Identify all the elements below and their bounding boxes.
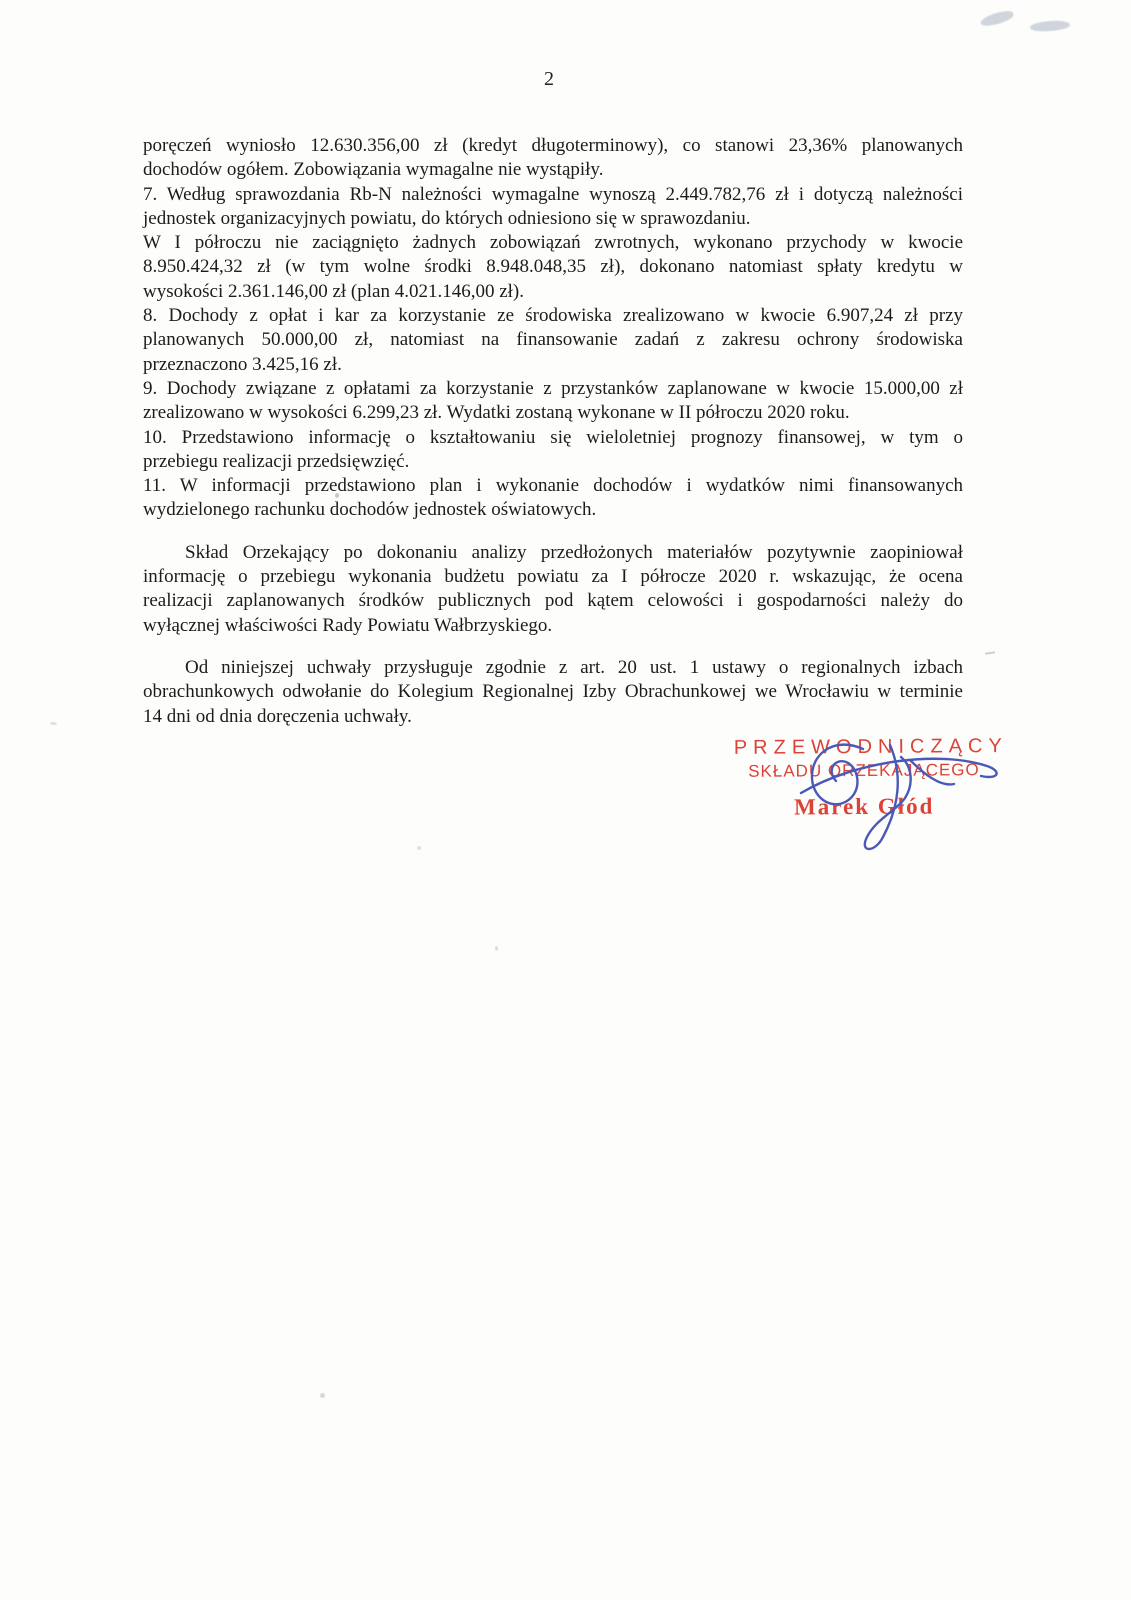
body-text [143,134,963,729]
text-line: informację o przebiegu wykonania budżetu powiatu za I półrocze 2020 r. wskazując, że ocena [143,566,963,588]
paragraph [143,134,963,183]
text-line: 8.950.424,32 zł (w tym wolne środki 8.948.048,35 zł), dokonano natomiast spłaty kredytu w [143,256,963,278]
text-line: 9. Dochody związane z opłatami za korzystanie z przystanków zaplanowane w kwocie 15.000,00 zł [143,377,963,399]
text-line: wysokości 2.361.146,00 zł (plan 4.021.146,00 zł). [143,280,525,302]
text-line: poręczeń wyniosło 12.630.356,00 zł (kredyt długoterminowy), co stanowi 23,36% planowanych [143,135,963,156]
text-line: 8. Dochody z opłat i kar za korzystanie ze środowiska zrealizowano w kwocie 6.907,24 zł przy [143,305,963,327]
paragraph [143,231,963,304]
text-line: Skład Orzekający po dokonaniu analizy przedłożonych materiałów pozytywnie zaopiniował [185,541,963,563]
text-line: W I półroczu nie zaciągnięto żadnych zobowiązań zwrotnych, wykonano przychody w kwocie [143,232,963,254]
scan-speck [417,846,421,850]
committee-stamp [733,734,1008,821]
stamp-title-line2: SKŁADU ORZEKAJĄCEGO [748,760,980,781]
scan-smudge [979,9,1015,28]
text-line: 10. Przedstawiono informację o kształtowaniu się wieloletniej prognozy finansowej, w tym o [143,426,963,448]
text-line: wydzielonego rachunku dochodów jednostek oświatowych. [143,499,597,521]
paragraph [143,426,963,475]
text-line: obrachunkowych odwołanie do Kolegium Regionalnej Izby Obrachunkowej we Wrocławiu w terminie [143,681,963,703]
text-line: realizacji zaplanowanych środków publicznych pod kątem celowości i gospodarności należy do [143,590,963,612]
paragraph [143,656,963,729]
scan-speck [50,722,57,725]
page-number: 2 [544,68,554,90]
text-line: przeznaczono 3.425,16 zł. [143,353,342,375]
paragraph [143,377,963,426]
paragraph [143,474,963,523]
scan-smudge [1030,19,1071,33]
text-line: 7. Według sprawozdania Rb-N należności wymagalne wynoszą 2.449.782,76 zł i dotyczą należności [143,183,963,205]
scan-speck [320,1393,325,1398]
paragraph [143,183,963,232]
scan-dash [985,651,995,654]
text-line: 14 dni od dnia doręczenia uchwały. [143,705,412,727]
text-line: jednostek organizacyjnych powiatu, do których odniesiono się w sprawozdaniu. [143,207,751,229]
text-line: dochodów ogółem. Zobowiązania wymagalne nie wystąpiły. [143,159,604,181]
text-line: zrealizowano w wysokości 6.299,23 zł. Wydatki zostaną wykonane w II półroczu 2020 roku. [143,402,850,424]
scan-speck [495,946,498,951]
paragraph [143,541,963,638]
paragraph [143,304,963,377]
stamp-signer-name: Marek Głód [793,793,935,820]
stamp-title-line1: PRZEWODNICZĄCY [733,734,1008,759]
text-line: 11. W informacji przedstawiono plan i wykonanie dochodów i wydatków nimi finansowanych [143,475,963,497]
text-line: Od niniejszej uchwały przysługuje zgodnie z art. 20 ust. 1 ustawy o regionalnych izbach [185,656,963,678]
text-line: wyłącznej właściwości Rady Powiatu Wałbrzyskiego. [143,614,553,636]
text-line: planowanych 50.000,00 zł, natomiast na finansowanie zadań z zakresu ochrony środowiska [143,329,963,351]
text-line: przebiegu realizacji przedsięwzięć. [143,450,410,472]
